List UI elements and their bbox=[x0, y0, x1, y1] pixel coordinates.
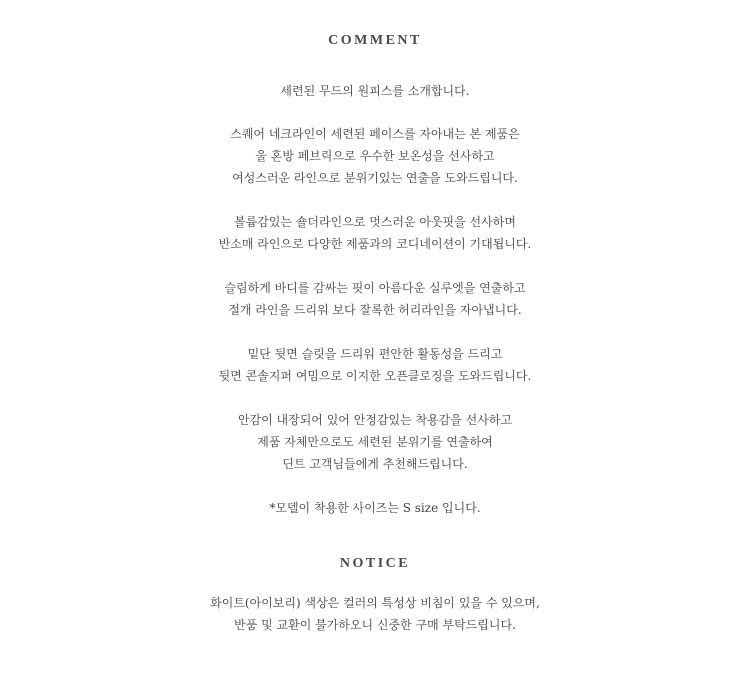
comment-line: 안감이 내장되어 있어 안정감있는 착용감을 선사하고 bbox=[237, 413, 513, 427]
comment-line: 제품 자체만으로도 세련된 분위기를 연출하여 bbox=[257, 435, 493, 449]
notice-heading: NOTICE bbox=[339, 556, 411, 571]
notice-line: 화이트(아이보리) 색상은 컬러의 특성상 비침이 있을 수 있으며, bbox=[210, 596, 540, 610]
comment-line: 슬림하게 바디를 감싸는 핏이 아름다운 실루엣을 연출하고 bbox=[224, 281, 526, 295]
notice-line: 반품 및 교환이 불가하오니 신중한 구매 부탁드립니다. bbox=[234, 618, 516, 632]
comment-line: 밑단 뒷면 슬릿을 드리워 편안한 활동성을 드리고 bbox=[247, 347, 503, 361]
comment-line: 세련된 무드의 원피스를 소개합니다. bbox=[280, 84, 470, 98]
comment-paragraph-shoulder bbox=[0, 211, 750, 255]
comment-line: 절개 라인을 드리워 보다 잘록한 허리라인을 자아냅니다. bbox=[228, 303, 522, 317]
comment-heading: COMMENT bbox=[328, 33, 422, 48]
comment-paragraph-slit bbox=[0, 343, 750, 387]
comment-line: 볼륨감있는 숄더라인으로 멋스러운 아웃핏을 선사하며 bbox=[234, 215, 516, 229]
comment-line: 스퀘어 네크라인이 세련된 페이스를 자아내는 본 제품은 bbox=[230, 127, 520, 141]
notice-paragraph bbox=[0, 592, 750, 636]
comment-line: 반소매 라인으로 다양한 제품과의 코디네이션이 기대됩니다. bbox=[218, 237, 532, 251]
comment-line: 딘트 고객님들에게 추천해드립니다. bbox=[282, 457, 468, 471]
comment-line: 울 혼방 페브릭으로 우수한 보온성을 선사하고 bbox=[255, 149, 495, 163]
comment-paragraph-lining bbox=[0, 409, 750, 475]
comment-paragraph-fit bbox=[0, 277, 750, 321]
comment-paragraph-intro bbox=[0, 80, 750, 102]
comment-paragraph-neckline bbox=[0, 123, 750, 189]
comment-line: 여성스러운 라인으로 분위기있는 연출을 도와드립니다. bbox=[232, 171, 518, 185]
comment-paragraph-model-size bbox=[0, 497, 750, 519]
model-size-note: *모델이 착용한 사이즈는 S size 입니다. bbox=[269, 501, 481, 515]
comment-line: 뒷면 콘솔지퍼 여밈으로 이지한 오픈클로징을 도와드립니다. bbox=[218, 369, 532, 383]
